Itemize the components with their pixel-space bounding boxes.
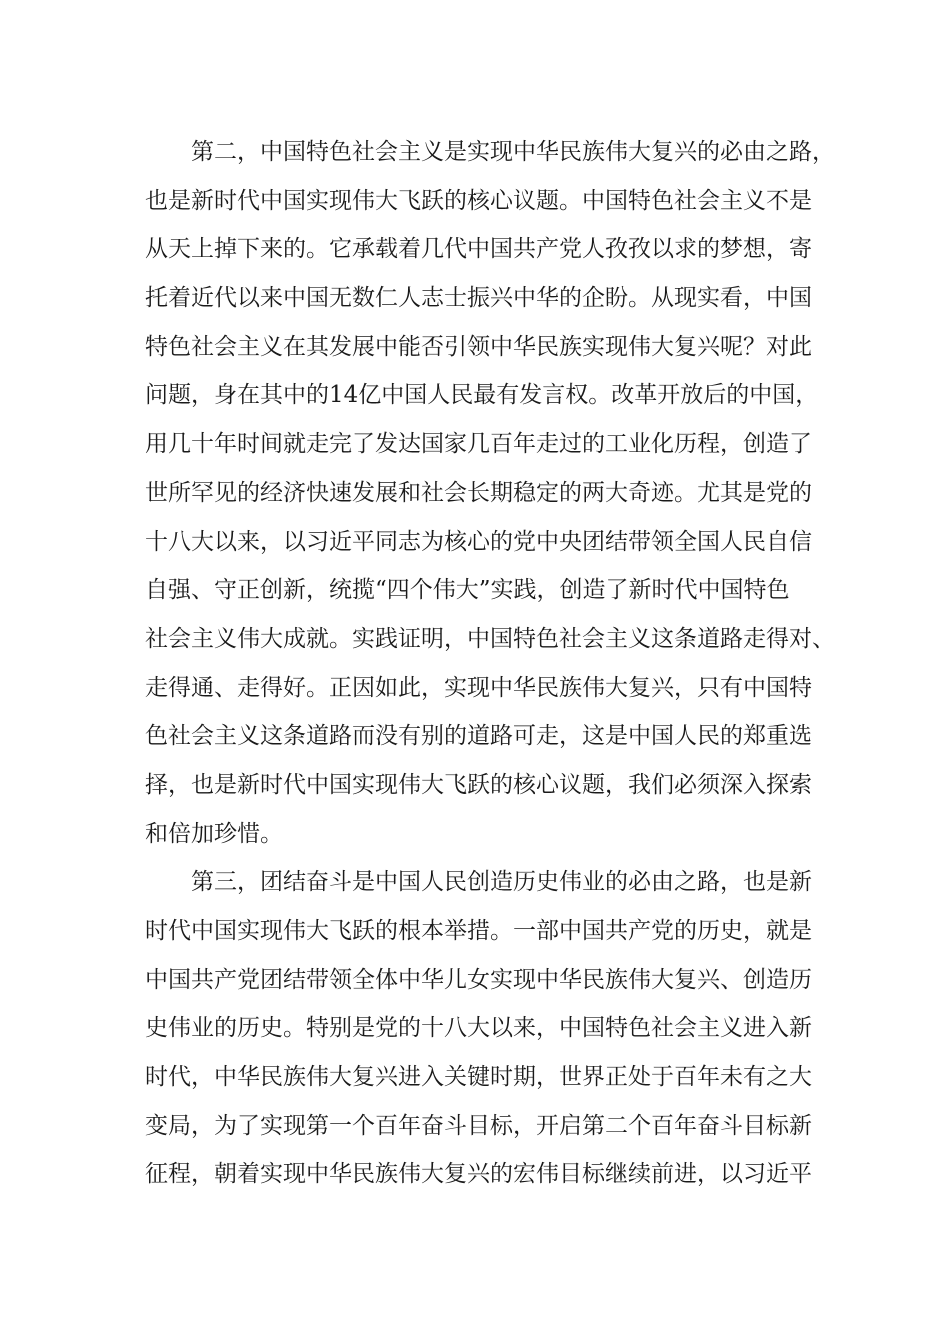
paragraph-line: 和倍加珍惜。 [145,820,283,847]
paragraph-line: 变局，为了实现第一个百年奋斗目标，开启第二个百年奋斗目标新 [145,1112,812,1139]
paragraph-line: 择，也是新时代中国实现伟大飞跃的核心议题，我们必须深入探索 [145,771,812,798]
paragraph-3 [145,858,810,1199]
document-body [145,128,835,1199]
paragraph-line: 走得通、走得好。正因如此，实现中华民族伟大复兴，只有中国特 [145,674,812,701]
paragraph-line: 征程，朝着实现中华民族伟大复兴的宏伟目标继续前进，以习近平 [145,1161,812,1188]
paragraph-line: 问题，身在其中的14亿中国人民最有发言权。改革开放后的中国， [145,382,819,409]
paragraph-line: 自强、守正创新，统揽“四个伟大”实践，创造了新时代中国特色 [145,577,790,604]
paragraph-line: 世所罕见的经济快速发展和社会长期稳定的两大奇迹。尤其是党的 [145,479,812,506]
paragraph-2 [145,128,835,858]
paragraph-line: 第二，中国特色社会主义是实现中华民族伟大复兴的必由之路， [191,139,835,165]
paragraph-line: 也是新时代中国实现伟大飞跃的核心议题。中国特色社会主义不是 [145,187,812,214]
paragraph-line: 社会主义伟大成就。实践证明，中国特色社会主义这条道路走得对、 [145,625,835,652]
paragraph-line: 中国共产党团结带领全体中华儿女实现中华民族伟大复兴、创造历 [145,966,812,993]
paragraph-line: 时代，中华民族伟大复兴进入关键时期，世界正处于百年未有之大 [145,1064,812,1091]
paragraph-line: 从天上掉下来的。它承载着几代中国共产党人孜孜以求的梦想，寄 [145,236,812,263]
paragraph-line: 托着近代以来中国无数仁人志士振兴中华的企盼。从现实看，中国 [145,285,812,312]
paragraph-line: 第三，团结奋斗是中国人民创造历史伟业的必由之路，也是新 [191,869,812,896]
paragraph-line: 十八大以来，以习近平同志为核心的党中央团结带领全国人民自信 [145,528,812,555]
paragraph-line: 色社会主义这条道路而没有别的道路可走，这是中国人民的郑重选 [145,723,812,750]
paragraph-line: 时代中国实现伟大飞跃的根本举措。一部中国共产党的历史，就是 [145,918,812,944]
paragraph-line: 特色社会主义在其发展中能否引领中华民族实现伟大复兴呢？对此 [145,333,812,360]
paragraph-line: 史伟业的历史。特别是党的十八大以来，中国特色社会主义进入新 [145,1015,812,1042]
paragraph-line: 用几十年时间就走完了发达国家几百年走过的工业化历程，创造了 [145,431,812,458]
